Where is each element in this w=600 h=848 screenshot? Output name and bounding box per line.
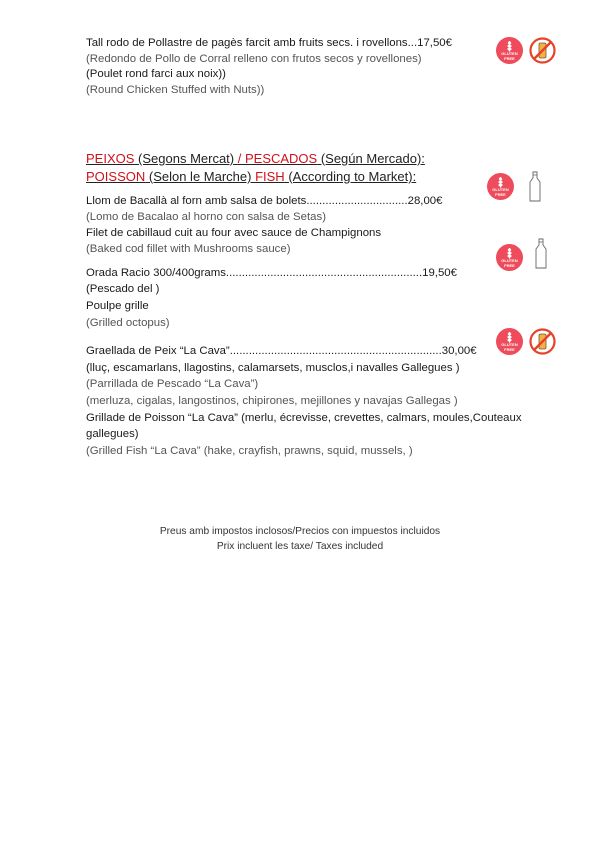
tax-note-line1: Preus amb impostos inclosos/Precios con impuestos incluidos [159, 526, 441, 537]
gluten-free-icon: GLUTEN FREE [487, 173, 514, 200]
grill-dish-ingredients-catalan: (lluç, escamarlans, llagostins, calamarsets, musclos,i navalles Gallegues ) [86, 362, 460, 374]
cod-dish-french: Filet de cabillaud cuit au four avec sauce de Champignons [86, 227, 382, 239]
octopus-dish-french: Poulpe grille [86, 300, 149, 312]
cod-dish-title: Llom de Bacallà al forn amb salsa de bolets................................28,00€ [86, 195, 443, 207]
cod-dish-spanish: (Lomo de Bacalao al horno con salsa de Setas) [86, 211, 326, 223]
lactose-free-icon [529, 328, 556, 355]
gluten-free-icon: GLUTEN FREE [496, 37, 523, 64]
grill-dish-english: (Grilled Fish “La Cava” (hake, crayfish, prawns, squid, mussels, ) [86, 445, 413, 457]
fish-section-header-line1: PEIXOS (Segons Mercat) / PESCADOS (Según Mercado): [86, 151, 425, 166]
gluten-free-icon: GLUTEN FREE [496, 328, 523, 355]
chicken-dish-french: (Poulet rond farci aux noix)) [86, 68, 226, 80]
chicken-dish-title: Tall rodo de Pollastre de pagès farcit amb fruits secs. i rovellons...17,50€ [86, 37, 452, 49]
lactose-free-icon [529, 37, 556, 64]
bream-dish-spanish: (Pescado del ) [86, 283, 160, 295]
grill-dish-ingredients-spanish: (merluza, cigalas, langostinos, chipirones, mejillones y navajas Gallegas ) [86, 395, 458, 407]
octopus-dish-english: (Grilled octopus) [86, 317, 170, 329]
chicken-dish-spanish: (Redondo de Pollo de Corral relleno con frutos secos y rovellones) [86, 53, 422, 65]
cod-dish-english: (Baked cod fillet with Mushrooms sauce) [86, 243, 291, 255]
tax-note-line2: Prix incluent les taxe/ Taxes included [216, 541, 384, 552]
milk-bottle-icon [534, 238, 548, 270]
grill-dish-french-cont: gallegues) [86, 428, 139, 440]
grill-dish-title: Graellada de Peix “La Cava”...................................................................30,00€ [86, 345, 477, 357]
grill-dish-french: Grillade de Poisson “La Cava” (merlu, écrevisse, crevettes, calmars, moules,Couteaux [86, 412, 522, 424]
chicken-dish-english: (Round Chicken Stuffed with Nuts)) [86, 84, 265, 96]
fish-section-header-line2: POISSON (Selon le Marche) FISH (According to Market): [86, 169, 417, 184]
bream-dish-title: Orada Racio 300/400grams..............................................................19,50€ [86, 267, 457, 279]
grill-dish-spanish: (Parrillada de Pescado “La Cava”) [86, 378, 259, 390]
milk-bottle-icon [528, 171, 542, 203]
gluten-free-icon: GLUTEN FREE [496, 244, 523, 271]
